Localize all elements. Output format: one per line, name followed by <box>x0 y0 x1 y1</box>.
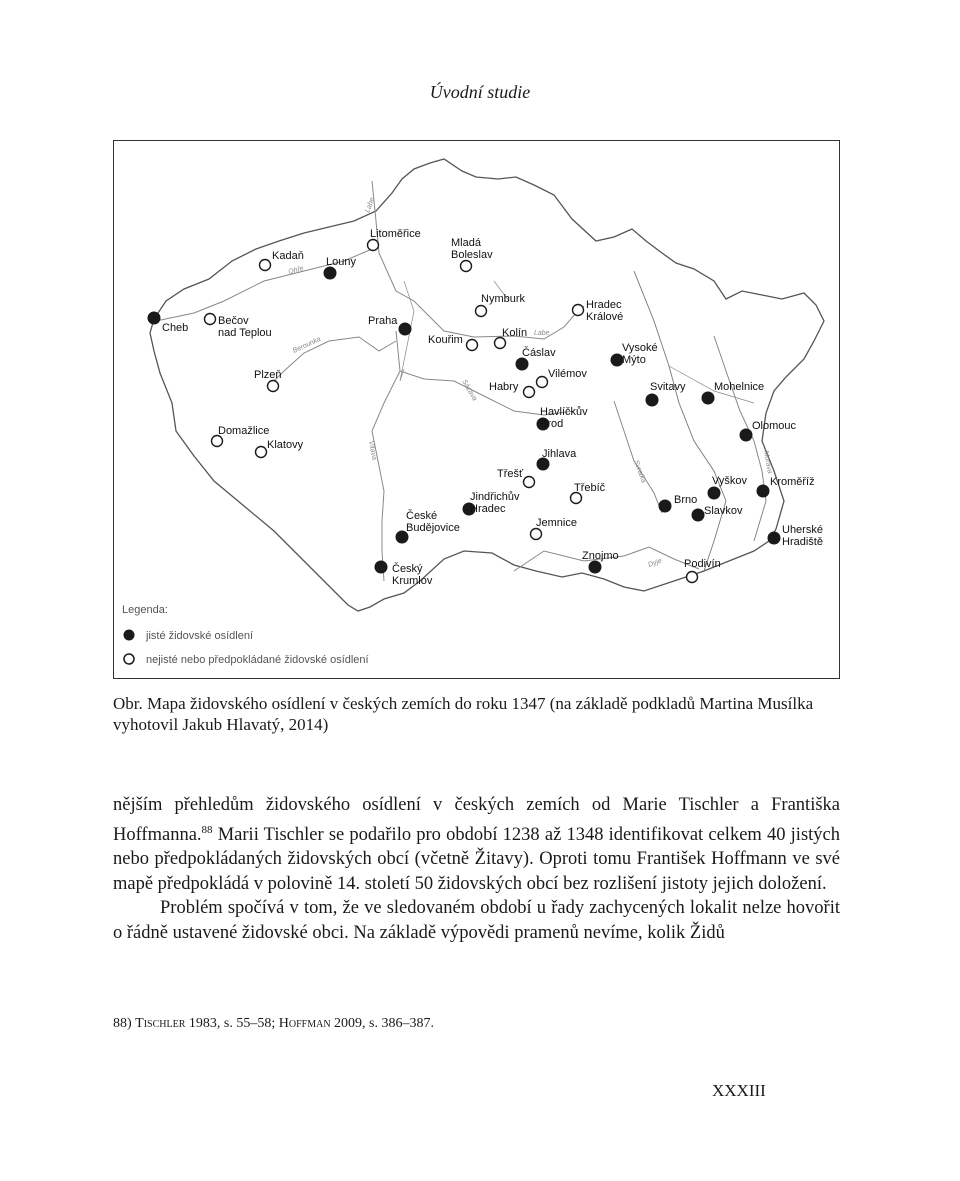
legend-title: Legenda: <box>122 604 168 616</box>
certain-settlement-marker <box>708 487 720 499</box>
body-text <box>113 793 840 945</box>
settlement-label-line-2: Budějovice <box>406 522 460 534</box>
river-label: Berounka <box>291 335 323 355</box>
settlement-label-line-2: Krumlov <box>392 575 433 587</box>
settlement-label: Nymburk <box>481 293 526 305</box>
settlement-label: Litoměřice <box>370 228 421 240</box>
certain-settlement-marker <box>589 561 601 573</box>
river-svratka <box>614 401 662 513</box>
uncertain-settlement-marker <box>524 387 535 398</box>
river-label: Dyje <box>647 557 663 569</box>
legend-uncertain-label: nejisté nebo předpokládané židovské osídlení <box>146 654 369 666</box>
certain-settlement-marker <box>646 394 658 406</box>
settlement-label: Mohelnice <box>714 381 765 393</box>
settlement-label: Havlíčkův <box>540 406 588 418</box>
settlement-label: Kouřim <box>428 334 463 346</box>
settlement-label: Čáslav <box>522 347 556 359</box>
footnote-ref-1: 1983, s. 55–58; <box>185 1016 279 1031</box>
settlement-label: Třešť <box>497 468 524 480</box>
uncertain-settlement-marker <box>524 477 535 488</box>
settlement-label-line-2: Hradec <box>470 503 506 515</box>
running-head: Úvodní studie <box>429 82 531 102</box>
footnote <box>113 1016 840 1032</box>
footnote-ref[interactable]: 88 <box>201 823 213 836</box>
settlement-label: Louny <box>326 256 356 268</box>
settlement-label: Znojmo <box>582 550 619 562</box>
uncertain-settlement-marker <box>461 261 472 272</box>
uncertain-settlement-marker <box>467 340 478 351</box>
settlement-label: Praha <box>368 315 398 327</box>
river-berounka <box>274 337 396 381</box>
settlement-label: Uherské <box>782 524 823 536</box>
river-label: Morava <box>762 450 773 475</box>
settlement-label-line-2: nad Teplou <box>218 327 272 339</box>
settlement-label: Vysoké <box>622 342 658 354</box>
river-label: Labe <box>534 330 550 337</box>
settlement-label: Bečov <box>218 315 249 327</box>
legend-uncertain-marker <box>124 654 134 664</box>
settlement-label-line-2: Mýto <box>622 354 646 366</box>
certain-settlement-marker <box>399 323 411 335</box>
certain-settlement-marker <box>659 500 671 512</box>
footnote-ref-2: 2009, s. 386–387. <box>330 1016 434 1031</box>
certain-settlement-marker <box>768 532 780 544</box>
uncertain-settlement-marker <box>368 240 379 251</box>
paragraph-1 <box>113 793 840 896</box>
certain-settlement-marker <box>324 267 336 279</box>
paragraph-1-start: nějším přehledům židovského osídlení v českých zemích od Marie Tischler a Františka Hoffmanna. <box>113 795 840 845</box>
river-label: Vltava <box>367 440 378 461</box>
figure-caption: Obr. Mapa židovského osídlení v českých zemích do roku 1347 (na základě podkladů Martina Musílka vyhotovil Jakub Hlavatý, 2014) <box>113 694 814 734</box>
settlement-label-line-2: Hradiště <box>782 536 823 548</box>
map-canvas <box>114 141 841 680</box>
settlement-label: Brno <box>674 494 698 506</box>
settlement-label-line-2: Králové <box>586 311 624 323</box>
river-label: Sázava <box>460 378 479 403</box>
settlement-map <box>113 140 840 679</box>
uncertain-settlement-marker <box>537 377 548 388</box>
river-label: Labe <box>364 196 377 214</box>
settlement-label: Podivín <box>684 558 721 570</box>
certain-settlement-marker <box>757 485 769 497</box>
map-legend <box>122 604 369 666</box>
region-border <box>634 271 726 571</box>
settlement-label: České <box>406 510 438 522</box>
settlement-label: Svitavy <box>650 381 686 393</box>
uncertain-settlement-marker <box>571 493 582 504</box>
river-label: Svratka <box>632 459 647 484</box>
uncertain-settlement-marker <box>687 572 698 583</box>
settlement-label-line-2: Boleslav <box>451 249 493 261</box>
legend-certain-marker <box>124 630 135 641</box>
settlement-label: Kroměříž <box>770 476 815 488</box>
uncertain-settlement-marker <box>205 314 216 325</box>
uncertain-settlement-marker <box>531 529 542 540</box>
uncertain-settlement-marker <box>212 436 223 447</box>
settlement-label: Olomouc <box>752 420 797 432</box>
certain-settlement-marker <box>516 358 528 370</box>
settlement-label: Domažlice <box>218 425 270 437</box>
settlement-label: Hradec <box>586 299 622 311</box>
settlement-label: Kolín <box>502 327 528 339</box>
paragraph-2: Problém spočívá v tom, že ve sledovaném období u řady zachycených lokalit nelze hovořit o řádně ustavené židovské obci. Na základě výpovědi pramenů nevíme, kolik Židů <box>113 898 840 943</box>
uncertain-settlement-marker <box>573 305 584 316</box>
certain-settlement-marker <box>375 561 387 573</box>
certain-settlement-marker <box>148 312 160 324</box>
settlement-label: Cheb <box>162 322 189 334</box>
settlements <box>148 228 823 587</box>
uncertain-settlement-marker <box>260 260 271 271</box>
settlement-label: Slavkov <box>704 505 743 517</box>
settlement-label: Plzeň <box>254 369 282 381</box>
certain-settlement-marker <box>702 392 714 404</box>
settlement-label: Jemnice <box>536 517 577 529</box>
river-label: Ohře <box>287 265 305 276</box>
settlement-label: Třebíč <box>574 482 606 494</box>
footnote-number: 88) <box>113 1016 132 1031</box>
footnote-author-1: Tischler <box>135 1016 186 1031</box>
certain-settlement-marker <box>692 509 704 521</box>
legend-certain-label: jisté židovské osídlení <box>146 630 253 642</box>
settlement-label: Klatovy <box>267 439 304 451</box>
uncertain-settlement-marker <box>476 306 487 317</box>
settlement-label: Jihlava <box>542 448 577 460</box>
settlement-label: Jindřichův <box>470 491 520 503</box>
settlement-label: Český <box>392 563 423 575</box>
footnote-author-2: Hoffman <box>278 1016 331 1031</box>
settlement-label: Habry <box>489 381 519 393</box>
certain-settlement-marker <box>740 429 752 441</box>
uncertain-settlement-marker <box>256 447 267 458</box>
page-number: XXXIII <box>712 1081 766 1100</box>
settlement-label: Vilémov <box>548 368 587 380</box>
uncertain-settlement-marker <box>268 381 279 392</box>
settlement-label: Kadaň <box>272 250 304 262</box>
settlement-label-line-2: Brod <box>540 418 564 430</box>
settlement-label: Vyškov <box>712 475 748 487</box>
paragraph-1-end: Marii Tischler se podařilo pro období 1238 až 1348 identifikovat celkem 40 jistých nebo předpokládaných židovských obcí (včetně Žitavy). Oproti tomu František Hoffmann ve své mapě předpokládá v polovině 14. století 50 židovských obcí bez rozlišení jistoty jejich doložení. <box>113 824 840 894</box>
uncertain-settlement-marker <box>495 338 506 349</box>
settlement-label: Mladá <box>451 237 481 249</box>
